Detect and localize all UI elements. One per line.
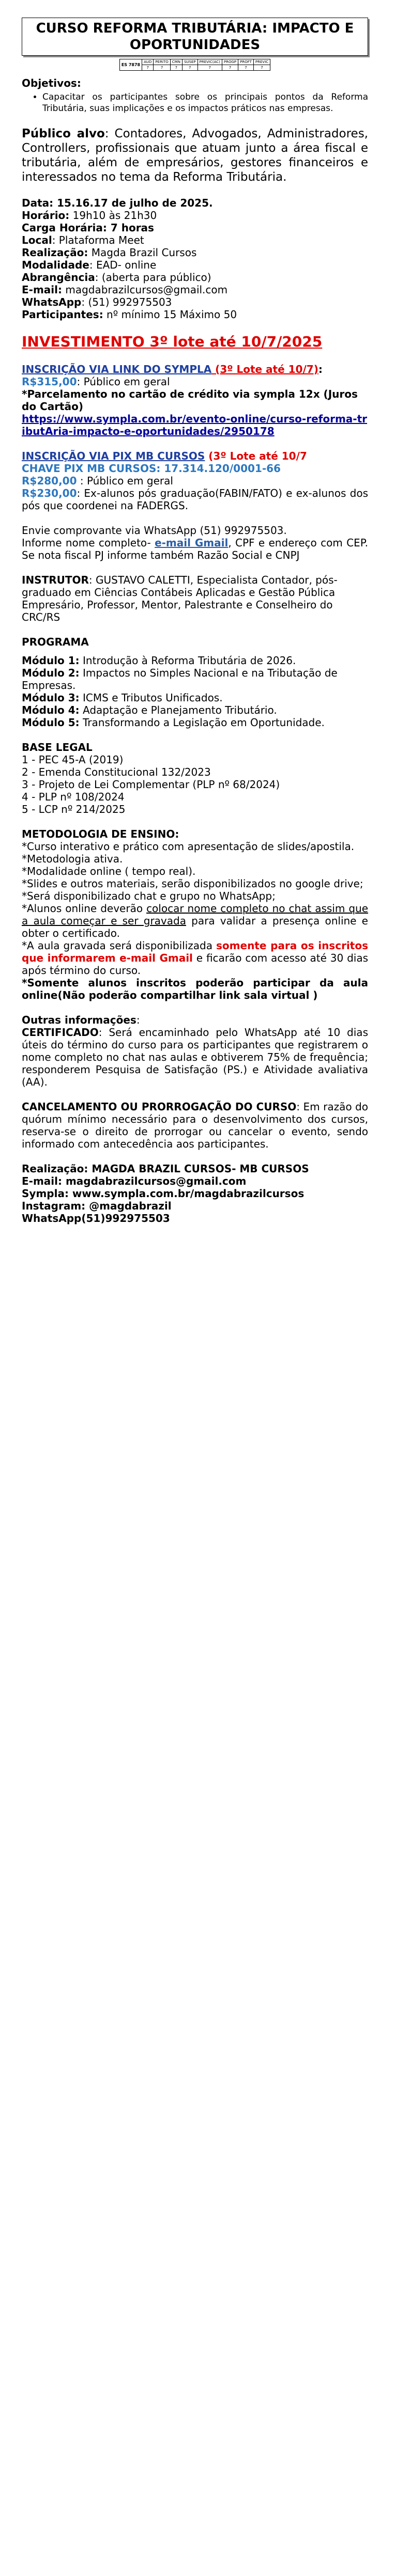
modalidade-line (22, 259, 368, 271)
programa-heading: PROGRAMA (22, 636, 89, 648)
carga-value: 7 horas (107, 222, 154, 234)
publico-alvo (22, 127, 368, 184)
cnpd-header: CMN (170, 59, 182, 65)
sympla-price: R$315,00 (22, 375, 77, 388)
module-item (22, 654, 368, 667)
module-text: Transformando a Legislação em Oportunidade. (79, 716, 325, 729)
module-item (22, 716, 368, 729)
base-legal-item: 3 - Projeto de Lei Complementar (PLP nº 68/2024) (22, 778, 280, 791)
sympla-section (22, 363, 368, 437)
certificado-text (22, 1026, 368, 1088)
comprovante-line2a: Informe nome completo- (22, 537, 155, 549)
cnpd-value: 7 (154, 65, 170, 71)
module-label: Módulo 1: (22, 654, 80, 667)
cnpd-value: 7 (238, 65, 254, 71)
cnpd-header: PROGP (222, 59, 238, 65)
comprovante-line1: Envie comprovante via WhatsApp (51) 992975503. (22, 524, 287, 537)
contato-instagram: Instagram: @magdabrazil (22, 1200, 172, 1212)
participantes-line (22, 308, 368, 321)
metodologia-item: *Slides e outros materiais, serão disponibilizados no google drive; (22, 877, 363, 890)
local-value: : Plataforma Meet (52, 234, 144, 246)
cnpd-header: AUD (142, 59, 154, 65)
module-text: Impactos no Simples Nacional e na Tributação de Empresas. (22, 667, 338, 692)
pix-price2-desc: : Ex-alunos pós graduação(FABIN/FATO) e ex-alunos dos pós que coordenei na FADERGS. (22, 487, 368, 512)
module-item (22, 692, 368, 704)
alunos-b: colocar nome completo no chat assim que a aula começar e ser gravada (22, 902, 368, 927)
contato-whatsapp: WhatsApp(51)992975503 (22, 1212, 170, 1224)
objetivos-heading: Objetivos: (22, 77, 81, 89)
gmail-emphasis: e-mail Gmail (155, 537, 229, 549)
pix-heading (22, 450, 368, 462)
outras-heading-text: Outras informações (22, 1014, 136, 1026)
programa-section (22, 636, 368, 729)
module-item (22, 704, 368, 716)
module-label: Módulo 5: (22, 716, 80, 729)
contato-sympla: Sympla: www.sympla.com.br/magdabrazilcursos (22, 1187, 305, 1200)
certificado-label: CERTIFICADO (22, 1026, 99, 1039)
whatsapp-label: WhatsApp (22, 296, 82, 308)
module-item (22, 667, 368, 692)
cnpd-header: PERITO (154, 59, 170, 65)
page-title: CURSO REFORMA TRIBUTÁRIA: IMPACTO E OPORTUNIDADES (22, 18, 368, 56)
instrutor-label: INSTRUTOR (22, 574, 89, 586)
base-legal-item: 5 - LCP nº 214/2025 (22, 803, 126, 815)
metodologia-item: *Curso interativo e prático com apresentação de slides/apostila. (22, 840, 355, 853)
course-info (22, 197, 368, 321)
metodologia-item: *Será disponibilizado chat e grupo no WhatsApp; (22, 890, 276, 902)
abrangencia-value: : (aberta para público) (95, 271, 211, 284)
comprovante-section (22, 524, 368, 561)
certificado-body: : Será encaminhado pelo WhatsApp até 10 dias úteis do término do curso para os participantes que registrarem o nome completo no chat nas aulas e obtiverem 75% de frequência; responderem Pesquisa de Satisfação (PS.) e Atividade avaliativa (AA). (22, 1026, 368, 1088)
data-label: Data: (22, 197, 54, 209)
local-line (22, 234, 368, 246)
cnpd-header: PROFT (238, 59, 254, 65)
instrutor-text: : GUSTAVO CALETTI, Especialista Contador, pós-graduado em Ciências Contábeis Aplicadas e Gestão Pública Empresário, Professor, Mentor, Palestrante e Conselheiro do CRC/RS (22, 574, 338, 623)
flyer (22, 18, 368, 1224)
horario-line (22, 209, 368, 222)
outras-heading (22, 1014, 368, 1026)
module-text: ICMS e Tributos Unificados. (79, 692, 223, 704)
publico-text: : Contadores, Advogados, Administradores, Controllers, profissionais que atuam junto a área fiscal e tributária, além de empresários, gestores financeiros e interessados no tema da Reforma Tributária. (22, 127, 368, 184)
metodologia-gravada (22, 939, 368, 977)
metodologia-item: *Modalidade online ( tempo real). (22, 865, 196, 877)
metodologia-heading: METODOLOGIA DE ENSINO: (22, 828, 179, 840)
base-legal-section (22, 741, 368, 815)
cnpd-points-table (119, 59, 270, 71)
sympla-heading (22, 363, 368, 375)
base-legal-heading: BASE LEGAL (22, 741, 93, 753)
sympla-heading-text: INSCRIÇÃO VIA LINK DO SYMPLA (22, 363, 212, 375)
participantes-label: Participantes: (22, 308, 103, 321)
module-label: Módulo 3: (22, 692, 80, 704)
pix-price1-line (22, 475, 368, 487)
module-label: Módulo 2: (22, 667, 80, 679)
comprovante-line2 (22, 537, 368, 561)
sympla-price-line (22, 375, 368, 388)
cnpd-value: 7 (222, 65, 238, 71)
cnpd-value: 7 (253, 65, 270, 71)
module-text: Adaptação e Planejamento Tributário. (79, 704, 277, 716)
cancelamento-text: : Em razão do quórum mínimo necessário para o desenvolvimento dos cursos, reserva-se o direito de prorrogar ou cancelar o evento, sendo informado com antecedência aos participantes. (22, 1101, 368, 1150)
module-text: Introdução à Reforma Tributária de 2026. (79, 654, 296, 667)
investimento-heading: INVESTIMENTO 3º lote até 10/7/2025 (22, 333, 323, 350)
pix-heading-note: (3º Lote até 10/7 (205, 450, 307, 462)
whatsapp-value: : (51) 992975503 (81, 296, 172, 308)
contato-realizacao: Realização: MAGDA BRAZIL CURSOS- MB CURSOS (22, 1163, 309, 1175)
realizacao-line (22, 246, 368, 259)
sympla-parcelamento: *Parcelamento no cartão de crédito via sympla 12x (Juros do Cartão) (22, 388, 358, 413)
module-label: Módulo 4: (22, 704, 80, 716)
instrutor-section (22, 574, 368, 623)
cnpd-value: 7 (170, 65, 182, 71)
cancelamento-label: CANCELAMENTO OU PRORROGAÇÃO DO CURSO (22, 1101, 297, 1113)
cnpd-header: SUSEP (182, 59, 198, 65)
gravada-a: *A aula gravada será disponibilizada (22, 939, 217, 952)
email-label: E-mail: (22, 284, 63, 296)
sympla-price-desc: : Público em geral (77, 375, 170, 388)
gravada-b: somente para os inscritos que informarem e-mail Gmail (22, 939, 368, 964)
base-legal-item: 1 - PEC 45-A (2019) (22, 753, 124, 766)
data-value: 15.16.17 de julho de 2025. (53, 197, 213, 209)
publico-label: Público alvo (22, 127, 105, 140)
modalidade-label: Modalidade (22, 259, 89, 271)
metodologia-somente: *Somente alunos inscritos poderão participar da aula online(Não poderão compartilhar link sala virtual ) (22, 977, 368, 1001)
outras-heading-end: : (136, 1014, 140, 1026)
contato-section (22, 1163, 368, 1224)
sympla-heading-end: : (318, 363, 323, 375)
objetivos-item: • Capacitar os participantes sobre os principais pontos da Reforma Tributária, suas implicações e os impactos práticos nas empresas. (42, 91, 368, 114)
sympla-heading-note: (3º Lote até 10/7) (211, 363, 318, 375)
cnpd-value: 7 (198, 65, 222, 71)
comprovante-line2c: , CPF e endereço com CEP. Se nota fiscal PJ informe também Razão Social e CNPJ (22, 537, 368, 561)
horario-label: Horário: (22, 209, 70, 222)
pix-section (22, 450, 368, 512)
realizacao-label: Realização: (22, 246, 88, 259)
email-value: magdabrazilcursos@gmail.com (62, 284, 228, 296)
objetivos-list (22, 91, 368, 114)
outras-section (22, 1014, 368, 1088)
local-label: Local (22, 234, 52, 246)
abrangencia-line (22, 271, 368, 284)
metodologia-alunos (22, 902, 368, 939)
metodologia-item: *Metodologia ativa. (22, 853, 123, 865)
base-legal-item: 4 - PLP nº 108/2024 (22, 791, 125, 803)
email-line (22, 284, 368, 296)
pix-chave: CHAVE PIX MB CURSOS: 17.314.120/0001-66 (22, 462, 281, 475)
pix-price1-desc: : Público em geral (77, 475, 173, 487)
modalidade-value: : EAD- online (89, 259, 157, 271)
cnpd-value: 7 (182, 65, 198, 71)
participantes-value: nº mínimo 15 Máximo 50 (103, 308, 237, 321)
pix-price1: R$280,00 (22, 475, 77, 487)
base-legal-item: 2 - Emenda Constitucional 132/2023 (22, 766, 211, 778)
cnpd-label: ES 7878 (119, 59, 142, 71)
metodologia-section (22, 828, 368, 1001)
cnpd-value: 7 (142, 65, 154, 71)
pix-price2: R$230,00 (22, 487, 77, 499)
pix-heading-text: INSCRIÇÃO VIA PIX MB CURSOS (22, 450, 205, 462)
alunos-a: *Alunos online deverão (22, 902, 147, 915)
pix-price2-line (22, 487, 368, 512)
carga-label: Carga Horária: (22, 222, 107, 234)
horario-value: 19h10 às 21h30 (69, 209, 157, 222)
abrangencia-label: Abrangência (22, 271, 95, 284)
carga-line (22, 222, 368, 234)
sympla-link[interactable]: https://www.sympla.com.br/evento-online/curso-reforma-tributAria-impacto-e-oportunidades/2950178 (22, 413, 367, 437)
data-line (22, 197, 368, 209)
realizacao-value: Magda Brazil Cursos (88, 246, 197, 259)
alunos-c: para validar a presença online e obter o certificado. (22, 915, 368, 939)
gravada-c: e ficarão com acesso até 30 dias após término do curso. (22, 952, 368, 977)
cancelamento-section (22, 1101, 368, 1150)
cnpd-header: PREVIC (253, 59, 270, 65)
whatsapp-line (22, 296, 368, 308)
cnpd-header: PREVIC(AC) (198, 59, 222, 65)
contato-email: E-mail: magdabrazilcursos@gmail.com (22, 1175, 247, 1187)
